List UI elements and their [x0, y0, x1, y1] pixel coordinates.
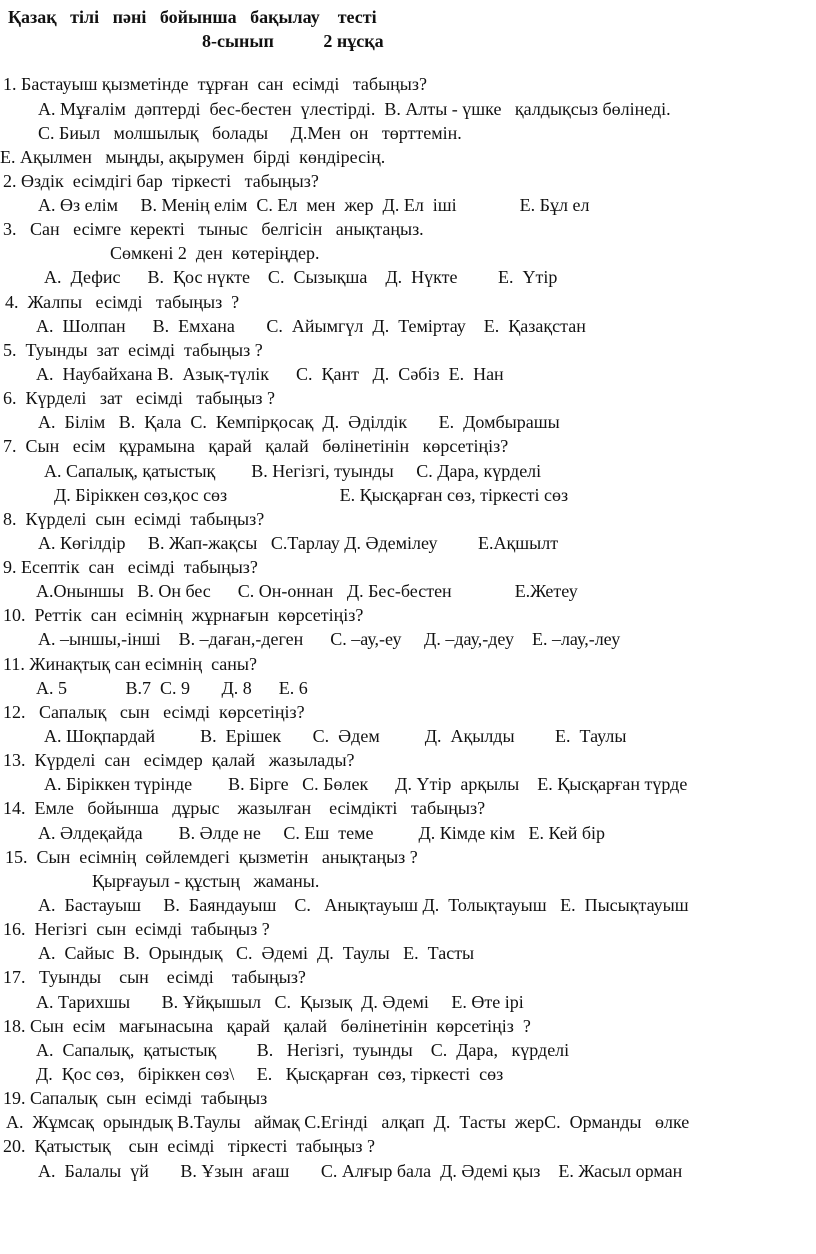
question-12-options: А. Шоқпардай В. Ерішек С. Әдем Д. Ақылды Е. Таулы	[44, 726, 627, 746]
question-12: 12. Сапалық сын есімді көрсетіңіз?	[3, 702, 305, 722]
question-18-options-de: Д. Қос сөз, біріккен сөз\ Е. Қысқарған сөз, тіркесті сөз	[36, 1064, 504, 1084]
question-8-options: А. Көгілдір В. Жап-жақсы С.Тарлау Д. Әдемілеу Е.Ақшылт	[38, 533, 559, 553]
question-9-options: А.Оныншы В. Он бес С. Он-оннан Д. Бес-бестен Е.Жетеу	[36, 581, 578, 601]
question-1: 1. Бастауыш қызметінде тұрған сан есімді табыңыз?	[3, 74, 427, 94]
question-16-options: А. Сайыс В. Орындық С. Әдемі Д. Таулы Е. Тасты	[38, 943, 475, 963]
question-1-options-cd: С. Биыл молшылық болады Д.Мен он төрттемін.	[38, 123, 462, 143]
question-2-options: А. Өз елім В. Менің елім С. Ел мен жер Д. Ел іші Е. Бұл ел	[38, 195, 590, 215]
question-18-options-abc: А. Сапалық, қатыстық В. Негізгі, туынды С. Дара, күрделі	[36, 1040, 570, 1060]
question-4: 4. Жалпы есімді табыңыз ?	[5, 292, 240, 312]
question-9: 9. Есептік сан есімді табыңыз?	[3, 557, 258, 577]
question-6-options: А. Білім В. Қала С. Кемпірқосақ Д. Әділдік Е. Домбырашы	[38, 412, 560, 432]
question-7-options-abc: А. Сапалық, қатыстық В. Негізгі, туынды С. Дара, күрделі	[44, 461, 542, 481]
question-4-options: А. Шолпан В. Емхана С. Айымгүл Д. Теміртау Е. Қазақстан	[36, 316, 586, 336]
question-17-options: А. Тарихшы В. Ұйқышыл С. Қызық Д. Әдемі Е. Өте ірі	[36, 992, 524, 1012]
question-18: 18. Сын есім мағынасына қарай қалай бөлінетінін көрсетіңіз ?	[3, 1016, 531, 1036]
question-20-options: А. Балалы үй В. Ұзын ағаш С. Алғыр бала Д. Әдемі қыз Е. Жасыл орман	[38, 1161, 683, 1181]
question-8: 8. Күрделі сын есімді табыңыз?	[3, 509, 265, 529]
question-3: 3. Сан есімге керекті тыныс белгісін анықтаңыз.	[3, 219, 424, 239]
question-14-options: А. Әлдеқайда В. Әлде не С. Еш теме Д. Кімде кім Е. Кей бір	[38, 823, 606, 843]
question-3-options: А. Дефис В. Қос нүкте С. Сызықша Д. Нүкте Е. Үтір	[44, 267, 558, 287]
question-19: 19. Сапалық сын есімді табыңыз	[3, 1088, 268, 1108]
question-7: 7. Сын есім құрамына қарай қалай бөлінетінін көрсетіңіз?	[3, 436, 509, 456]
question-15: 15. Сын есімнің сөйлемдегі қызметін анықтаңыз ?	[5, 847, 418, 867]
test-subtitle: 8-сынып 2 нұсқа	[202, 31, 384, 51]
question-1-option-e: Е. Ақылмен мыңды, ақырумен бірді көндіресің.	[0, 147, 386, 167]
question-2: 2. Өздік есімдігі бар тіркесті табыңыз?	[3, 171, 319, 191]
question-7-options-de: Д. Біріккен сөз,қос сөз Е. Қысқарған сөз, тіркесті сөз	[54, 485, 569, 505]
question-14: 14. Емле бойынша дұрыс жазылған есімдікті табыңыз?	[3, 798, 486, 818]
question-15-options: А. Бастауыш В. Баяндауыш С. Анықтауыш Д. Толықтауыш Е. Пысықтауыш	[38, 895, 689, 915]
test-title: Қазақ тілі пәні бойынша бақылау тесті	[8, 7, 377, 27]
question-19-options: А. Жұмсақ орындық В.Таулы аймақ С.Егінді алқап Д. Тасты жерС. Орманды өлке	[6, 1112, 690, 1132]
question-17: 17. Туынды сын есімді табыңыз?	[3, 967, 306, 987]
question-11-options: А. 5 В.7 С. 9 Д. 8 Е. 6	[36, 678, 308, 698]
question-10-options: А. –ыншы,-інші В. –даған,-деген С. –ау,-еу Д. –дау,-деу Е. –лау,-леу	[38, 629, 621, 649]
question-11: 11. Жинақтық сан есімнің саны?	[3, 654, 257, 674]
question-5-options: А. Наубайхана В. Азық-түлік С. Қант Д. Сәбіз Е. Нан	[36, 364, 504, 384]
question-1-options-ab: А. Мұғалім дәптерді бес-бестен үлестірді. В. Алты - үшке қалдықсыз бөлінеді.	[38, 99, 671, 119]
question-3-sentence: Сөмкені 2 ден көтеріңдер.	[110, 243, 320, 263]
question-13: 13. Күрделі сан есімдер қалай жазылады?	[3, 750, 355, 770]
question-10: 10. Реттік сан есімнің жұрнағын көрсетіңіз?	[3, 605, 364, 625]
question-20: 20. Қатыстық сын есімді тіркесті табыңыз ?	[3, 1136, 375, 1156]
question-16: 16. Негізгі сын есімді табыңыз ?	[3, 919, 270, 939]
question-6: 6. Күрделі зат есімді табыңыз ?	[3, 388, 276, 408]
question-5: 5. Туынды зат есімді табыңыз ?	[3, 340, 263, 360]
question-15-sentence: Қырғауыл - құстың жаманы.	[92, 871, 320, 891]
question-13-options: А. Біріккен түрінде В. Бірге С. Бөлек Д. Үтір арқылы Е. Қысқарған түрде	[44, 774, 688, 794]
